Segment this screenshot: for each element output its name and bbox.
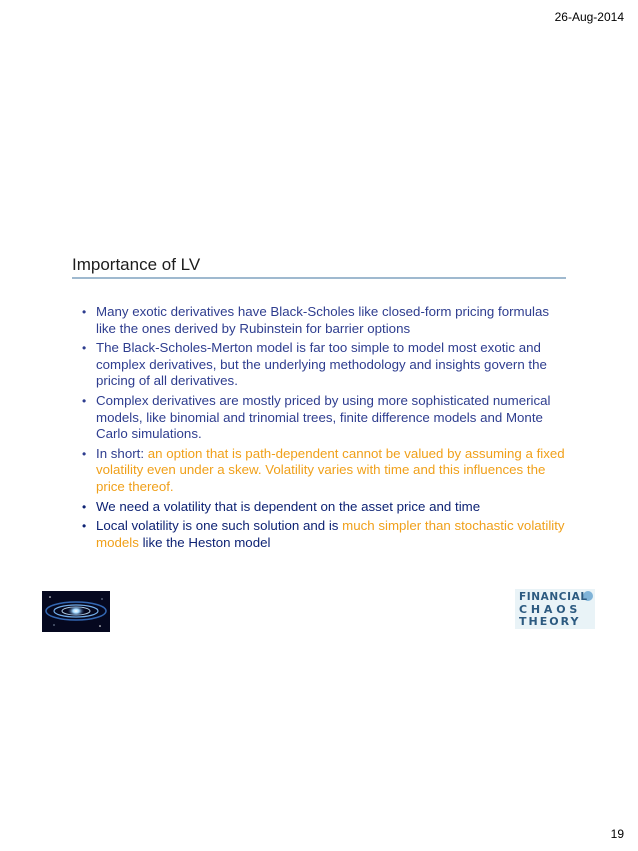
bullet-text-lead: In short: bbox=[96, 445, 148, 461]
bullet-text-highlight: much simpler than stochastic volatility models bbox=[96, 518, 565, 550]
bullet-mark: • bbox=[82, 305, 87, 319]
bullet-text: Many exotic derivatives have Black-Scholes like closed-form pricing formulas like the ones derived by Rubinstein for barrier options bbox=[96, 304, 550, 336]
header-date: 26-Aug-2014 bbox=[554, 10, 624, 24]
bullet-text: Complex derivatives are mostly priced by using more sophisticated numerical models, like binomial and trinomial trees, finite difference models and Monte Carlo simulations. bbox=[96, 392, 551, 442]
bullet-text-highlight: an option that is path-dependent cannot be valued by assuming a fixed volatility even under a skew. Volatility varies with time and this influences the price thereof. bbox=[96, 445, 565, 494]
logo-text-line: CHAOS bbox=[519, 603, 582, 616]
logo-text-line: FINANCIAL bbox=[519, 591, 588, 603]
bullet-text: We need a volatility that is dependent on the asset price and time bbox=[96, 498, 481, 514]
bullet-mark: • bbox=[82, 341, 87, 356]
page-number: 19 bbox=[610, 827, 624, 841]
bullet-text-tail: like the Heston model bbox=[138, 534, 271, 550]
bullet-item bbox=[82, 446, 566, 496]
bullet-item bbox=[82, 340, 566, 390]
galaxy-image bbox=[42, 591, 110, 632]
bullet-text-lead: Local volatility is one such solution and is bbox=[96, 518, 343, 534]
bullet-text: The Black-Scholes-Merton model is far too simple to model most exotic and complex derivatives, but the underlying methodology and insights govern the pricing of all derivatives. bbox=[96, 340, 547, 389]
financial-chaos-theory-logo bbox=[515, 589, 595, 629]
bullet-item bbox=[82, 304, 566, 337]
bullet-item bbox=[82, 393, 566, 443]
title-divider bbox=[72, 277, 566, 279]
bullet-mark: • bbox=[82, 393, 87, 408]
logo-text-line: THEORY bbox=[519, 615, 581, 628]
slide bbox=[62, 230, 574, 614]
bullet-item bbox=[82, 499, 566, 516]
bullet-mark: • bbox=[82, 446, 87, 461]
bullet-mark: • bbox=[82, 499, 87, 514]
bullet-list bbox=[82, 304, 566, 554]
bullet-item bbox=[82, 518, 566, 551]
slide-title: Importance of LV bbox=[72, 255, 201, 274]
bullet-mark: • bbox=[82, 519, 87, 534]
